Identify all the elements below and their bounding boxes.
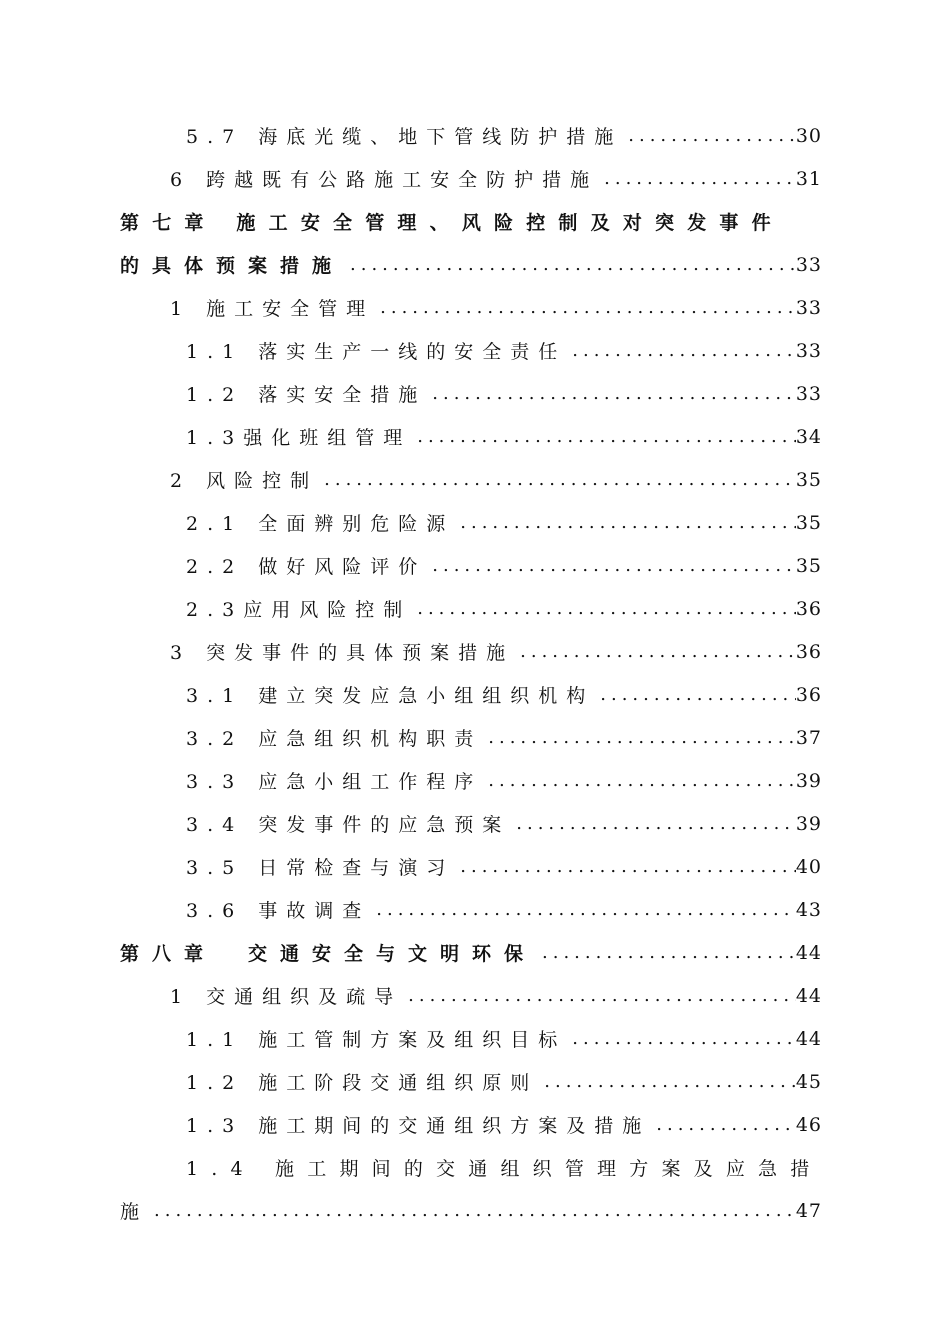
toc-leader-dots: [516, 813, 796, 834]
toc-page-number: 43: [795, 898, 822, 921]
toc-page-number: 31: [795, 167, 822, 190]
toc-entry[interactable]: [0, 286, 822, 329]
toc-chapter-entry[interactable]: [0, 931, 822, 974]
toc-leader-dots: [408, 985, 796, 1006]
toc-entry[interactable]: [0, 630, 822, 673]
toc-entry[interactable]: [0, 157, 822, 200]
toc-entry-continued[interactable]: [0, 1189, 822, 1232]
toc-chapter-entry-continued[interactable]: [0, 243, 822, 286]
toc-leader-dots: [542, 942, 796, 963]
toc-leader-dots: [432, 555, 796, 576]
toc-page-number: 44: [795, 984, 822, 1007]
table-of-contents: [0, 114, 950, 1232]
toc-entry-title: 1 交通组织及疏导: [170, 986, 403, 1008]
toc-entry[interactable]: [0, 802, 822, 845]
toc-page-number: 45: [795, 1070, 822, 1093]
toc-page-number: 33: [795, 382, 822, 405]
toc-leader-dots: [604, 168, 796, 189]
toc-leader-dots: [460, 856, 796, 877]
toc-entry[interactable]: [0, 716, 822, 759]
toc-page-number: 39: [795, 812, 822, 835]
toc-leader-dots: [376, 899, 796, 920]
toc-chapter-entry[interactable]: [0, 200, 822, 243]
toc-entry-title: 2 风险控制: [170, 470, 319, 492]
toc-entry[interactable]: [0, 845, 822, 888]
toc-entry-title: 1.1 施工管制方案及组织目标: [186, 1029, 567, 1051]
toc-leader-dots: [656, 1114, 796, 1135]
toc-leader-dots: [600, 684, 796, 705]
toc-entry-title: 3.5 日常检查与演习: [186, 857, 455, 879]
toc-page-number: 33: [795, 296, 822, 319]
toc-leader-dots: [488, 727, 796, 748]
toc-page-number: 37: [795, 726, 822, 749]
toc-entry-title: 2.3应用风险控制: [186, 599, 412, 621]
toc-entry-title: 第八章 交通安全与文明环保: [120, 943, 537, 965]
toc-entry-title: 1.2 落实安全措施: [186, 384, 427, 406]
toc-entry[interactable]: [0, 1017, 822, 1060]
toc-entry-title: 1.4 施工期间的交通组织管理方案及应急措: [186, 1158, 823, 1180]
toc-page-number: 44: [795, 1027, 822, 1050]
toc-entry[interactable]: [0, 1060, 822, 1103]
toc-leader-dots: [488, 770, 796, 791]
toc-entry-title: 3.6 事故调查: [186, 900, 371, 922]
toc-leader-dots: [432, 383, 796, 404]
toc-page-number: 36: [795, 597, 822, 620]
toc-leader-dots: [544, 1071, 796, 1092]
toc-leader-dots: [324, 469, 796, 490]
toc-leader-dots: [628, 125, 796, 146]
toc-entry[interactable]: [0, 458, 822, 501]
toc-page-number: 30: [795, 124, 822, 147]
toc-page-number: 44: [795, 941, 822, 964]
toc-entry-title: 3 突发事件的具体预案措施: [170, 642, 515, 664]
toc-entry-title: 5.7 海底光缆、地下管线防护措施: [186, 126, 623, 148]
toc-leader-dots: [380, 297, 796, 318]
toc-entry-title: 3.4 突发事件的应急预案: [186, 814, 511, 836]
toc-entry[interactable]: [0, 372, 822, 415]
toc-leader-dots: [350, 254, 796, 275]
toc-entry[interactable]: [0, 415, 822, 458]
toc-entry-title: 1.1 落实生产一线的安全责任: [186, 341, 567, 363]
toc-page-number: 46: [795, 1113, 822, 1136]
toc-page-number: 36: [795, 683, 822, 706]
toc-entry[interactable]: [0, 1146, 822, 1189]
toc-entry-title: 1.2 施工阶段交通组织原则: [186, 1072, 539, 1094]
toc-page-number: 33: [795, 339, 822, 362]
toc-leader-dots: [572, 1028, 796, 1049]
toc-leader-dots: [154, 1200, 796, 1221]
toc-entry[interactable]: [0, 501, 822, 544]
toc-entry[interactable]: [0, 974, 822, 1017]
toc-page-number: 34: [795, 425, 822, 448]
toc-page-number: 35: [795, 554, 822, 577]
toc-entry-title: 施: [120, 1201, 149, 1223]
toc-entry[interactable]: [0, 673, 822, 716]
toc-entry-title: 2.1 全面辨别危险源: [186, 513, 455, 535]
toc-entry-title: 3.1 建立突发应急小组组织机构: [186, 685, 595, 707]
toc-leader-dots: [460, 512, 796, 533]
toc-entry-title: 3.3 应急小组工作程序: [186, 771, 483, 793]
toc-page-number: 39: [795, 769, 822, 792]
toc-entry[interactable]: [0, 544, 822, 587]
toc-entry-title: 3.2 应急组织机构职责: [186, 728, 483, 750]
toc-page-number: 36: [795, 640, 822, 663]
toc-leader-dots: [417, 598, 796, 619]
toc-leader-dots: [572, 340, 796, 361]
toc-page-number: 33: [795, 253, 822, 276]
toc-entry[interactable]: [0, 759, 822, 802]
toc-entry[interactable]: [0, 329, 822, 372]
toc-entry[interactable]: [0, 587, 822, 630]
toc-entry-title: 第七章 施工安全管理、风险控制及对突发事件: [120, 212, 784, 234]
toc-entry-title: 6 跨越既有公路施工安全防护措施: [170, 169, 599, 191]
toc-entry-title: 1.3 施工期间的交通组织方案及措施: [186, 1115, 651, 1137]
toc-entry-title: 2.2 做好风险评价: [186, 556, 427, 578]
toc-entry[interactable]: [0, 1103, 822, 1146]
toc-page-number: 40: [795, 855, 822, 878]
toc-entry[interactable]: [0, 114, 822, 157]
toc-entry-title: 的具体预案措施: [120, 255, 345, 277]
toc-page-number: 35: [795, 511, 822, 534]
toc-page-number: 47: [795, 1199, 822, 1222]
toc-leader-dots: [520, 641, 796, 662]
toc-entry-title: 1.3强化班组管理: [186, 427, 412, 449]
toc-entry-title: 1 施工安全管理: [170, 298, 375, 320]
toc-leader-dots: [417, 426, 796, 447]
toc-page-number: 35: [795, 468, 822, 491]
toc-entry[interactable]: [0, 888, 822, 931]
